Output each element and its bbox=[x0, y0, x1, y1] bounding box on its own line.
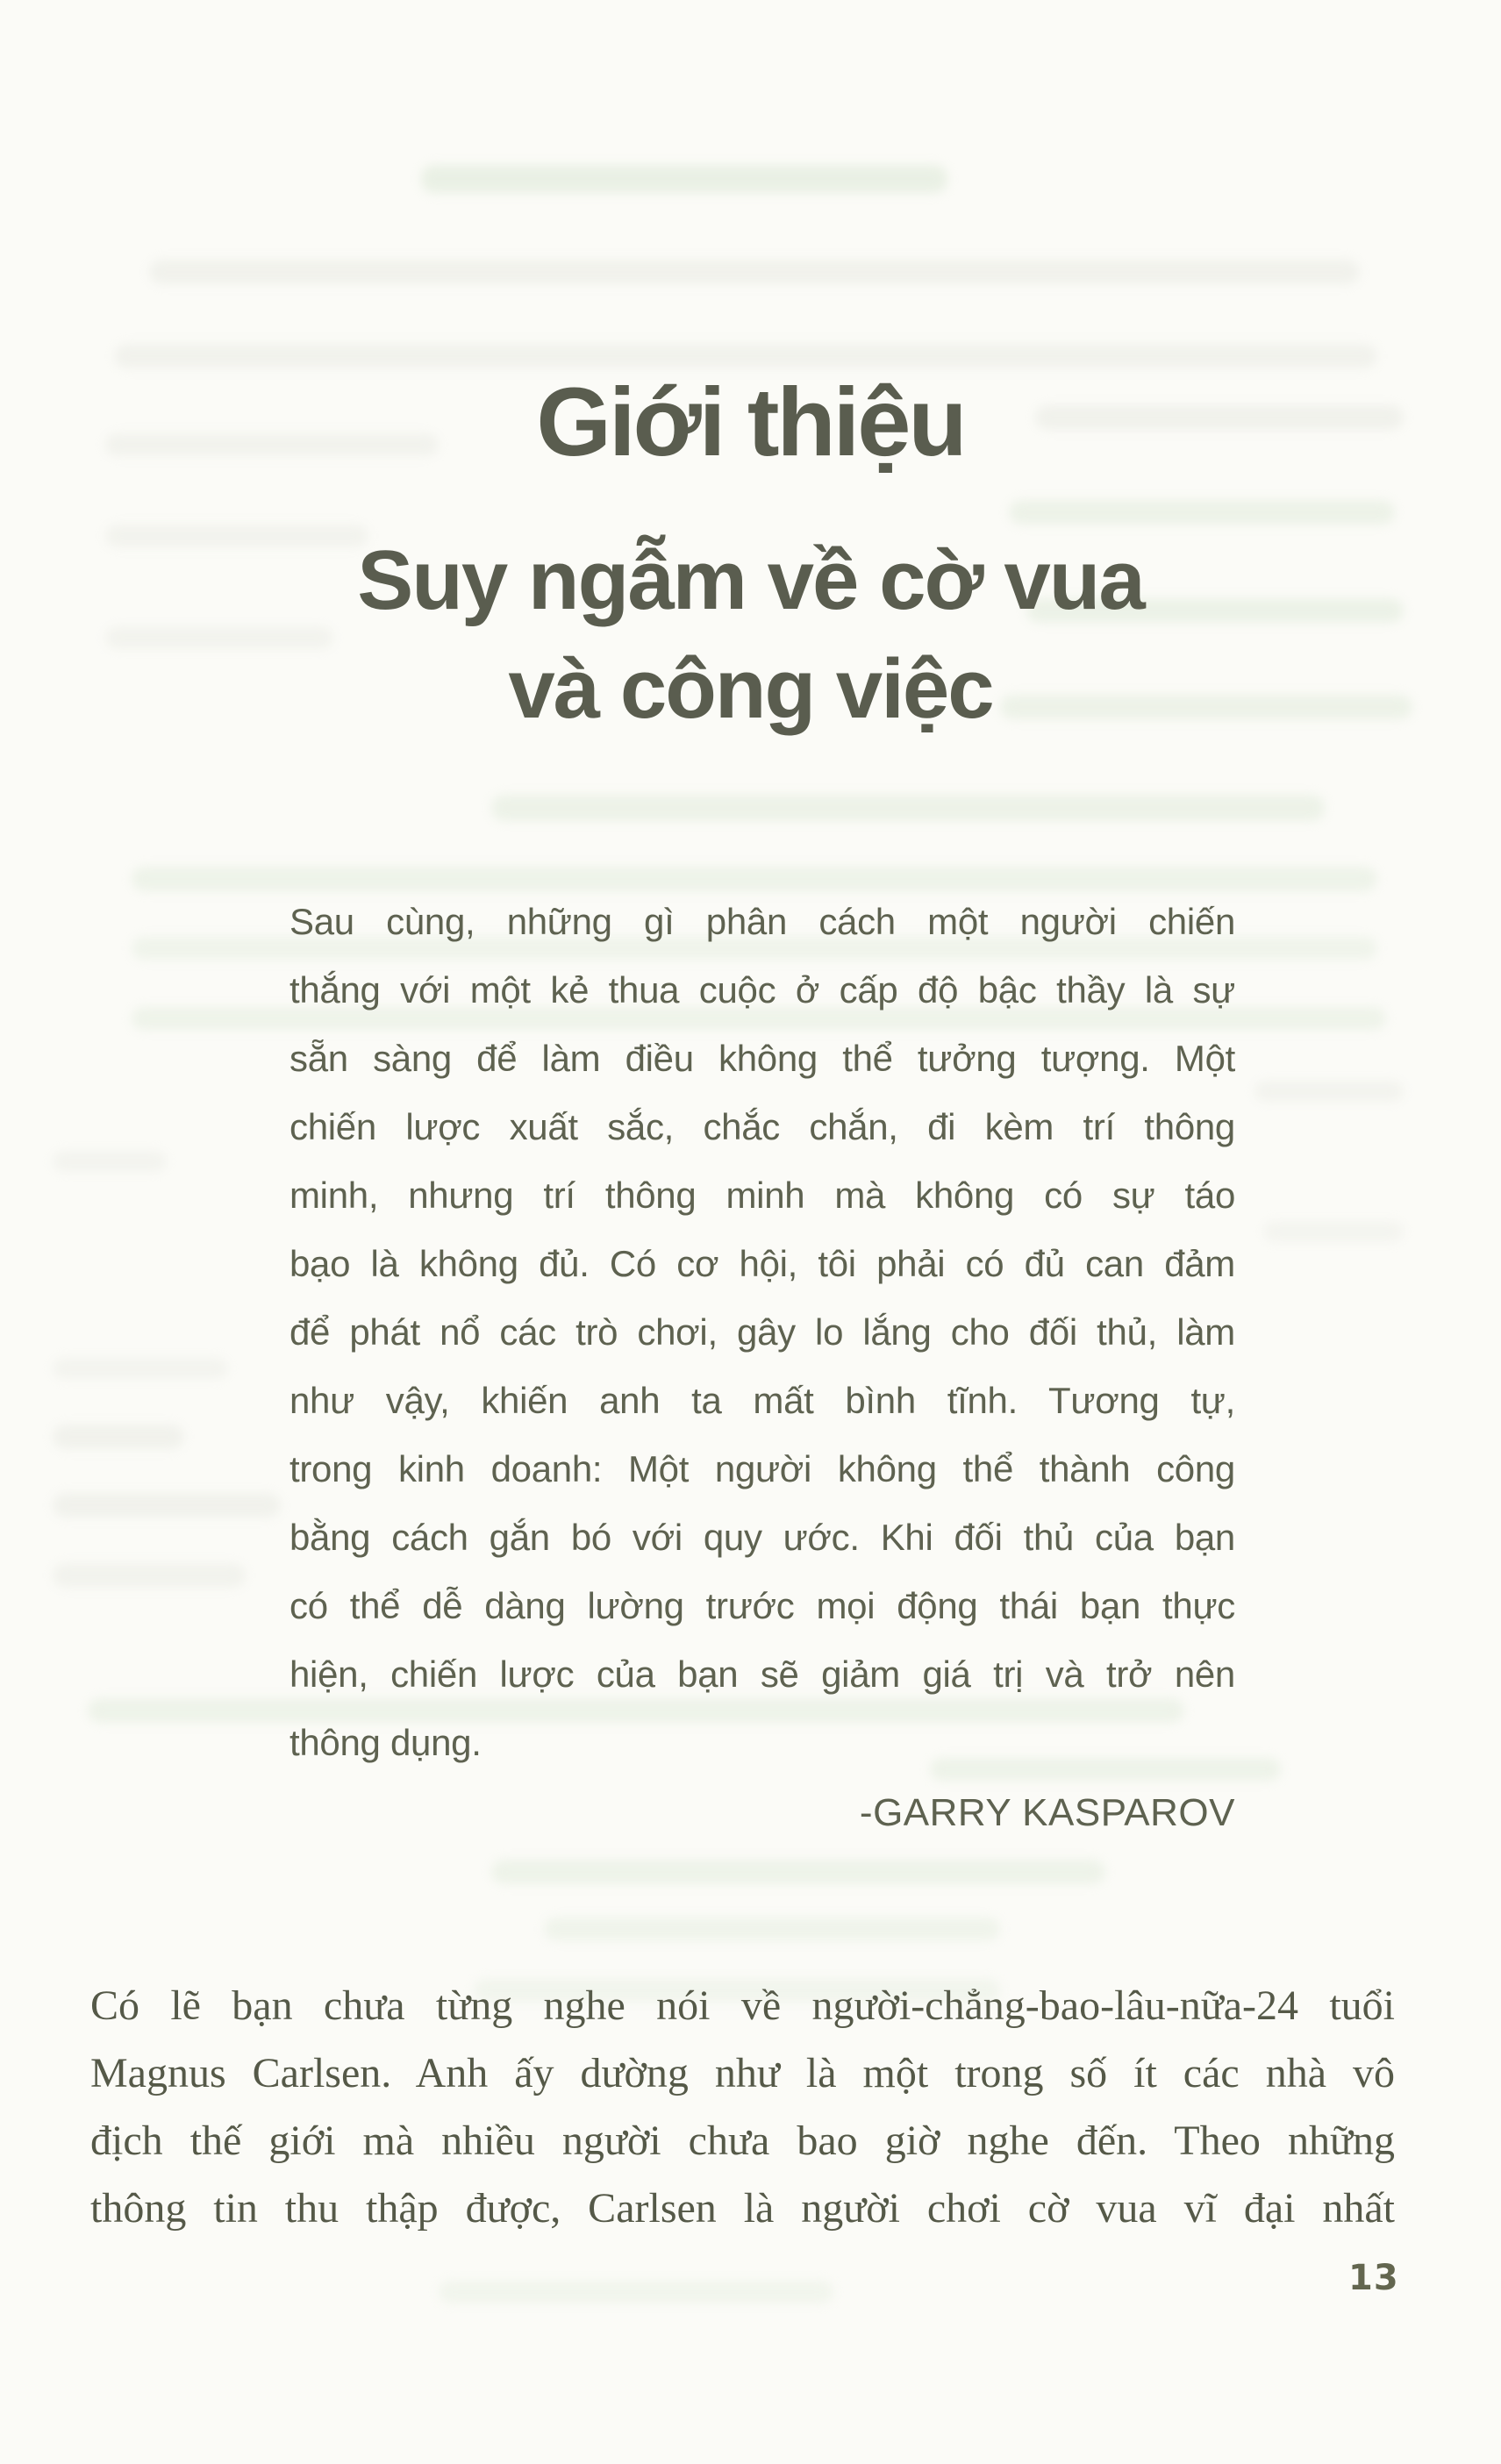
page-number: 13 bbox=[1348, 2258, 1399, 2298]
body-line: thông tin thu thập được, Carlsen là người chơi cờ vua vĩ đại nhất bbox=[90, 2185, 1395, 2232]
quote-line: sẵn sàng để làm điều không thể tưởng tượng. Một bbox=[289, 1038, 1235, 1079]
chapter-subtitle-line-1: Suy ngẫm về cờ vua bbox=[357, 533, 1144, 627]
body-paragraph bbox=[90, 1972, 1395, 2242]
chapter-subtitle bbox=[0, 526, 1501, 744]
quote-line: để phát nổ các trò chơi, gây lo lắng cho đối thủ, làm bbox=[289, 1311, 1235, 1353]
quote-line: trong kinh doanh: Một người không thể thành công bbox=[289, 1448, 1235, 1489]
quote-line: minh, nhưng trí thông minh mà không có sự táo bbox=[289, 1175, 1235, 1216]
kasparov-quote bbox=[289, 888, 1235, 1777]
chapter-title: Giới thiệu bbox=[536, 368, 965, 476]
body-line: địch thế giới mà nhiều người chưa bao giờ nghe đến. Theo những bbox=[90, 2118, 1395, 2164]
quote-line: thắng với một kẻ thua cuộc ở cấp độ bậc thầy là sự bbox=[289, 969, 1235, 1011]
quote-line: hiện, chiến lược của bạn sẽ giảm giá trị và trở nên bbox=[289, 1653, 1235, 1695]
quote-line: bằng cách gắn bó với quy ước. Khi đối thủ của bạn bbox=[289, 1517, 1235, 1558]
quote-line: có thể dễ dàng lường trước mọi động thái bạn thực bbox=[289, 1585, 1235, 1626]
quote-line: chiến lược xuất sắc, chắc chắn, đi kèm trí thông bbox=[289, 1106, 1235, 1147]
quote-line: thông dụng. bbox=[289, 1722, 482, 1763]
quote-line: Sau cùng, những gì phân cách một người chiến bbox=[289, 901, 1235, 942]
body-line: Magnus Carlsen. Anh ấy dường như là một trong số ít các nhà vô bbox=[90, 2050, 1395, 2096]
chapter-subtitle-line-2: và công việc bbox=[508, 642, 993, 736]
quote-line: như vậy, khiến anh ta mất bình tĩnh. Tương tự, bbox=[289, 1380, 1235, 1421]
quote-attribution: -GARRY KASPAROV bbox=[859, 1791, 1235, 1834]
quote-line: bạo là không đủ. Có cơ hội, tôi phải có đủ can đảm bbox=[289, 1243, 1235, 1284]
body-line: Có lẽ bạn chưa từng nghe nói về người-chẳng-bao-lâu-nữa-24 tuổi bbox=[90, 1982, 1395, 2029]
